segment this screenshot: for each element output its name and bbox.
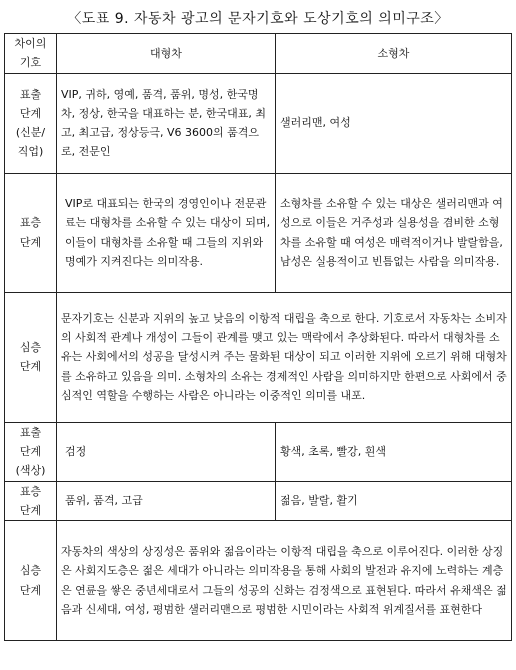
small-car-cell: 소형차를 소유할 수 있는 대상은 샐러리맨과 여성으로 이들은 거주성과 실용성을 겸비한 소형차를 소유할 때 여성은 매력적이거나 발랄함을, 남성은 실용적이고 빈틈없는 사람을 의미작용. [276,173,512,292]
merged-cell: 문자기호는 신분과 지위의 높고 낮음의 이항적 대립을 축으로 한다. 기호로서 자동차는 소비자의 사회적 관계나 개성이 그들이 관계를 맺고 있는 맥락에서 추상화된다. 따라서 대형차를 소유는 사회에서의 성공을 달성시켜 주는 물화된 대상이 되고 이러한 지위에 오르기 위해 대형차를 소유하고 있음을 의미. 소형차의 소유는 경제적인 사람을 의미하지만 한편으로 사회에서 중심적인 역할을 수행하는 사람은 아니라는 이중적인 의미를 내포. [57,292,512,422]
table-header-row [5,34,512,74]
small-car-cell: 샐러리맨, 여성 [276,73,512,173]
large-car-cell: VIP, 귀하, 영예, 품격, 품위, 명성, 한국명차, 정상, 한국을 대표하는 분, 한국대표, 최고, 최고급, 정상등극, V6 3600의 품격으로, 전문인 [57,73,276,173]
large-car-header: 대형차 [57,34,276,74]
table-row [5,521,512,641]
table-row [5,422,512,481]
row-label: 표출 단계 (색상) [5,422,57,481]
table-row [5,73,512,173]
meaning-structure-table [4,33,512,641]
row-label: 표층 단계 [5,481,57,521]
large-car-cell: 품위, 품격, 고급 [57,481,276,521]
small-car-cell: 젊음, 발랄, 활기 [276,481,512,521]
row-label: 표출 단계 (신분/ 직업) [5,73,57,173]
row-label: 표층 단계 [5,173,57,292]
row-label: 심층 단계 [5,521,57,641]
merged-cell: 자동차의 색상의 상징성은 품위와 젊음이라는 이항적 대립을 축으로 이루어진다. 이러한 상징은 사회지도층은 젊은 세대가 아니라는 의미작용을 통해 사회의 발전과 유지에 노력하는 계층은 연륜을 쌓은 중년세대로서 그들의 성공의 신화는 검정색으로 표현된다. 따라서 유채색은 젊음과 신세대, 여성, 평범한 샐러리맨으로 평범한 시민이라는 사회적 위계질서를 표현한다 [57,521,512,641]
table-row [5,481,512,521]
table-row [5,173,512,292]
small-car-header: 소형차 [276,34,512,74]
large-car-cell: VIP로 대표되는 한국의 경영인이나 전문관료는 대형차를 소유할 수 있는 대상이 되며, 이들이 대형차를 소유할 때 그들의 지위와 명예가 지켜진다는 의미작용. [57,173,276,292]
page-title: 〈도표 9. 자동차 광고의 문자기호와 도상기호의 의미구조〉 [67,11,449,27]
corner-header: 차이의 기호 [5,34,57,74]
table-row [5,292,512,422]
large-car-cell: 검정 [57,422,276,481]
small-car-cell: 황색, 초록, 빨강, 흰색 [276,422,512,481]
row-label: 심층 단계 [5,292,57,422]
